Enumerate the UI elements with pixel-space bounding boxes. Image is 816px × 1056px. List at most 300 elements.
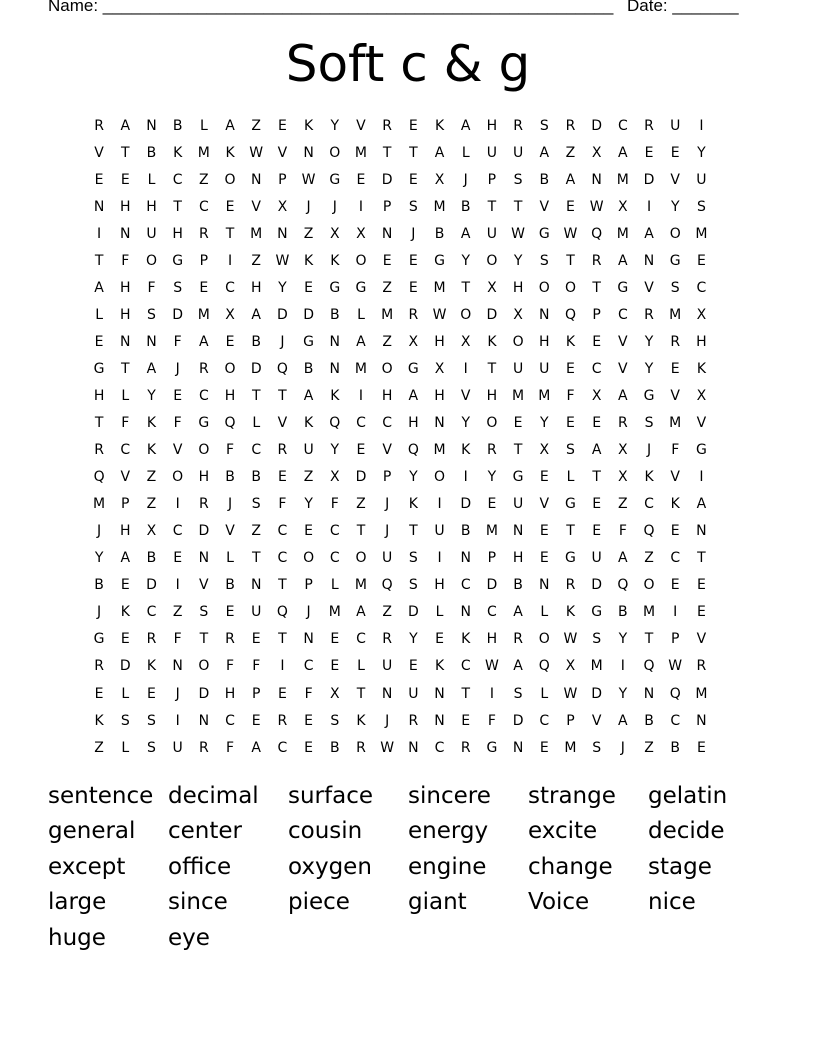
grid-letter: O	[512, 333, 524, 350]
grid-letter: A	[696, 496, 707, 513]
grid-letter: X	[565, 658, 576, 675]
grid-letter: H	[486, 631, 498, 648]
grid-letter: L	[121, 387, 130, 404]
grid-letter: H	[434, 333, 445, 350]
grid-letter: H	[120, 279, 131, 296]
word-list-item: since	[168, 889, 228, 916]
grid-letter: F	[618, 523, 627, 540]
grid-letter: E	[539, 739, 549, 756]
grid-letter: N	[460, 604, 471, 621]
grid-letter: Y	[644, 333, 654, 350]
grid-letter: Y	[461, 252, 470, 269]
word-list-item: office	[168, 853, 232, 880]
grid-letter: K	[146, 415, 157, 432]
grid-letter: F	[487, 712, 496, 729]
grid-letter: H	[120, 198, 131, 215]
grid-letter: K	[120, 604, 130, 621]
grid-letter: X	[434, 171, 445, 188]
grid-letter: H	[146, 198, 157, 215]
grid-letter: N	[303, 144, 314, 161]
grid-letter: W	[484, 658, 499, 675]
grid-letter: B	[303, 360, 314, 377]
grid-letter: T	[566, 252, 575, 269]
grid-letter: L	[121, 739, 130, 756]
grid-letter: S	[566, 442, 575, 459]
grid-letter: F	[173, 415, 182, 432]
grid-letter: H	[539, 333, 550, 350]
grid-letter: E	[382, 252, 392, 269]
grid-letter: L	[461, 144, 470, 161]
grid-letter: B	[146, 144, 157, 161]
grid-letter: C	[198, 387, 209, 404]
grid-letter: R	[198, 225, 209, 242]
grid-letter: I	[463, 360, 468, 377]
grid-letter: Y	[304, 496, 313, 513]
grid-letter: F	[278, 496, 287, 513]
grid-letter: Y	[487, 469, 497, 486]
grid-letter: R	[198, 739, 209, 756]
grid-letter: E	[120, 631, 130, 648]
grid-letter: R	[146, 631, 157, 648]
grid-letter: U	[512, 144, 524, 161]
word-list-item: sentence	[48, 782, 154, 809]
grid-letter: U	[382, 658, 393, 675]
grid-letter: A	[303, 387, 314, 404]
word-list-item: eye	[168, 924, 210, 951]
grid-letter: S	[539, 117, 549, 134]
word-list	[48, 778, 768, 956]
grid-letter: H	[120, 306, 131, 323]
grid-letter: G	[303, 333, 315, 350]
grid-letter: T	[487, 198, 497, 215]
grid-letter: S	[408, 550, 418, 567]
word-list-item: surface	[288, 782, 374, 809]
grid-letter: W	[249, 144, 264, 161]
grid-letter: X	[460, 333, 471, 350]
word-list-item: decide	[648, 818, 725, 845]
grid-letter: E	[592, 496, 602, 513]
grid-letter: E	[94, 171, 104, 188]
grid-letter: U	[696, 171, 707, 188]
word-list-item: engine	[408, 853, 487, 880]
grid-letter: B	[146, 550, 157, 567]
grid-letter: V	[618, 333, 628, 350]
word-list-item: cousin	[288, 818, 363, 845]
grid-letter: K	[330, 387, 340, 404]
grid-letter: F	[226, 442, 235, 459]
grid-letter: C	[434, 739, 445, 756]
grid-letter: N	[303, 631, 314, 648]
grid-letter: V	[670, 171, 680, 188]
grid-letter: G	[669, 252, 681, 269]
grid-letter: D	[277, 306, 288, 323]
grid-letter: E	[225, 333, 235, 350]
grid-letter: C	[172, 523, 183, 540]
grid-letter: K	[225, 144, 235, 161]
grid-letter: E	[592, 415, 602, 432]
grid-letter: C	[644, 496, 654, 513]
grid-letter: N	[277, 225, 288, 242]
grid-letter: O	[145, 252, 157, 269]
grid-letter: C	[329, 550, 340, 567]
grid-letter: K	[408, 496, 418, 513]
grid-letter: Y	[330, 117, 340, 134]
grid-letter: S	[251, 496, 261, 513]
grid-letter: S	[539, 252, 549, 269]
grid-letter: R	[565, 577, 576, 594]
grid-letter: A	[146, 360, 157, 377]
grid-letter: H	[434, 387, 445, 404]
grid-letter: K	[696, 360, 706, 377]
grid-letter: F	[121, 415, 130, 432]
grid-letter: F	[566, 387, 575, 404]
grid-letter: G	[591, 604, 603, 621]
word-list-item: sincere	[408, 782, 491, 809]
grid-letter: O	[224, 360, 236, 377]
grid-letter: Z	[251, 252, 262, 269]
grid-letter: A	[591, 442, 602, 459]
grid-letter: Q	[669, 685, 681, 702]
grid-letter: E	[670, 360, 680, 377]
grid-letter: E	[539, 523, 549, 540]
grid-letter: R	[382, 117, 393, 134]
grid-letter: X	[696, 387, 707, 404]
grid-letter: J	[385, 523, 390, 540]
grid-letter: G	[407, 360, 419, 377]
grid-letter: M	[250, 225, 263, 242]
grid-letter: I	[489, 685, 494, 702]
grid-letter: T	[94, 252, 104, 269]
grid-letter: A	[618, 387, 628, 404]
grid-letter: P	[304, 577, 313, 594]
grid-letter: R	[408, 712, 419, 729]
word-list-item: strange	[528, 782, 616, 809]
grid-letter: E	[670, 577, 680, 594]
grid-letter: T	[461, 685, 470, 702]
grid-letter: P	[199, 252, 209, 269]
grid-letter: T	[409, 144, 418, 161]
grid-letter: E	[696, 577, 706, 594]
grid-letter: N	[434, 685, 445, 702]
grid-letter: V	[539, 496, 550, 513]
grid-letter: T	[697, 550, 706, 567]
grid-letter: F	[226, 658, 235, 675]
grid-letter: C	[303, 658, 314, 675]
grid-letter: I	[673, 604, 678, 621]
grid-letter: C	[539, 712, 550, 729]
grid-letter: D	[486, 306, 498, 323]
grid-letter: R	[94, 658, 104, 675]
grid-letter: T	[356, 685, 366, 702]
grid-letter: T	[382, 144, 392, 161]
grid-letter: T	[199, 631, 209, 648]
grid-letter: D	[486, 577, 498, 594]
grid-letter: V	[696, 631, 707, 648]
grid-letter: O	[643, 577, 655, 594]
grid-letter: P	[278, 171, 287, 188]
word-list-item: gelatin	[648, 782, 728, 809]
grid-letter: Y	[670, 198, 680, 215]
grid-letter: T	[251, 387, 261, 404]
grid-letter: F	[173, 333, 182, 350]
grid-letter: T	[513, 442, 523, 459]
grid-letter: C	[120, 442, 131, 459]
grid-letter: T	[487, 360, 497, 377]
grid-letter: Z	[565, 144, 576, 161]
grid-letter: T	[513, 198, 523, 215]
grid-letter: T	[461, 279, 470, 296]
grid-letter: R	[644, 117, 654, 134]
grid-letter: T	[566, 523, 575, 540]
grid-letter: S	[513, 171, 523, 188]
grid-letter: O	[460, 306, 472, 323]
grid-letter: E	[513, 415, 523, 432]
grid-letter: A	[565, 171, 576, 188]
grid-letter: O	[564, 279, 576, 296]
grid-letter: J	[385, 496, 390, 513]
grid-letter: A	[408, 387, 419, 404]
grid-letter: O	[538, 279, 550, 296]
grid-letter: E	[120, 577, 130, 594]
grid-letter: T	[592, 469, 601, 486]
grid-letter: M	[93, 496, 106, 513]
grid-letter: K	[356, 712, 366, 729]
grid-letter: S	[513, 685, 523, 702]
grid-letter: T	[251, 550, 261, 567]
grid-letter: C	[277, 739, 288, 756]
word-list-item: general	[48, 818, 136, 845]
grid-letter: Z	[172, 604, 183, 621]
grid-letter: J	[175, 685, 180, 702]
grid-letter: C	[198, 198, 209, 215]
grid-letter: T	[121, 144, 130, 161]
grid-letter: R	[408, 306, 419, 323]
grid-letter: N	[643, 252, 655, 269]
grid-letter: Z	[644, 550, 654, 567]
grid-letter: M	[381, 306, 394, 323]
grid-letter: K	[146, 658, 157, 675]
grid-letter: W	[668, 658, 683, 675]
grid-letter: V	[382, 442, 392, 459]
grid-letter: G	[486, 739, 498, 756]
grid-letter: C	[382, 415, 393, 432]
grid-letter: M	[695, 225, 708, 242]
grid-letter: N	[539, 577, 550, 594]
grid-letter: I	[620, 658, 625, 675]
grid-letter: E	[225, 604, 235, 621]
grid-letter: A	[618, 252, 628, 269]
word-list-item: excite	[528, 818, 598, 845]
grid-letter: X	[696, 306, 707, 323]
grid-letter: E	[251, 712, 261, 729]
grid-letter: M	[354, 360, 368, 377]
grid-letter: U	[146, 225, 157, 242]
grid-letter: Y	[461, 415, 470, 432]
grid-letter: Q	[617, 577, 629, 594]
grid-letter: R	[356, 739, 366, 756]
grid-letter: E	[408, 279, 418, 296]
grid-letter: X	[513, 306, 523, 323]
grid-letter: N	[146, 117, 157, 134]
grid-letter: Y	[94, 550, 104, 567]
grid-letter: I	[358, 387, 364, 404]
grid-letter: K	[565, 604, 576, 621]
grid-letter: W	[301, 171, 316, 188]
grid-letter: X	[434, 360, 445, 377]
grid-letter: G	[172, 252, 184, 269]
grid-letter: W	[563, 685, 578, 702]
grid-letter: N	[93, 198, 105, 215]
grid-letter: U	[486, 144, 498, 161]
grid-letter: H	[250, 279, 262, 296]
grid-letter: V	[460, 387, 471, 404]
grid-letter: E	[435, 631, 444, 648]
word-list-item: except	[48, 853, 126, 880]
word-list-item: decimal	[168, 782, 259, 809]
word-list-item: giant	[408, 889, 467, 916]
grid-letter: X	[408, 333, 419, 350]
grid-letter: G	[565, 550, 576, 567]
grid-letter: L	[566, 469, 575, 486]
grid-letter: P	[251, 685, 261, 702]
grid-letter: R	[277, 712, 288, 729]
grid-letter: B	[94, 577, 104, 594]
grid-letter: V	[591, 712, 602, 729]
grid-letter: V	[539, 198, 550, 215]
grid-letter: O	[355, 550, 367, 567]
grid-letter: E	[173, 550, 183, 567]
date-field-line: Date: _______	[627, 0, 739, 15]
grid-letter: A	[199, 333, 209, 350]
grid-letter: W	[511, 225, 526, 242]
grid-letter: D	[303, 306, 314, 323]
grid-letter: J	[411, 225, 416, 242]
grid-letter: B	[225, 577, 235, 594]
grid-letter: K	[434, 117, 445, 134]
grid-letter: G	[329, 171, 341, 188]
grid-letter: C	[329, 523, 340, 540]
grid-letter: P	[670, 631, 680, 648]
grid-letter: L	[147, 171, 156, 188]
grid-letter: B	[539, 171, 550, 188]
grid-letter: D	[146, 577, 157, 594]
grid-letter: R	[460, 739, 471, 756]
grid-letter: V	[696, 415, 707, 432]
grid-letter: D	[512, 712, 524, 729]
grid-letter: Q	[381, 577, 393, 594]
grid-letter: A	[251, 306, 261, 323]
grid-letter: N	[381, 685, 393, 702]
grid-letter: B	[225, 469, 235, 486]
grid-letter: E	[356, 171, 366, 188]
grid-letter: G	[434, 252, 445, 269]
grid-letter: O	[486, 415, 498, 432]
grid-letter: N	[512, 523, 524, 540]
grid-letter: F	[330, 496, 339, 513]
grid-letter: M	[590, 658, 603, 675]
grid-letter: E	[566, 198, 575, 215]
grid-letter: D	[381, 171, 393, 188]
grid-letter: C	[670, 550, 681, 567]
grid-letter: N	[198, 712, 210, 729]
grid-letter: F	[671, 442, 680, 459]
grid-letter: M	[197, 144, 210, 161]
grid-letter: T	[278, 387, 287, 404]
grid-letter: A	[434, 144, 445, 161]
grid-letter: V	[225, 523, 235, 540]
grid-letter: I	[437, 496, 442, 513]
grid-letter: K	[487, 333, 497, 350]
grid-letter: N	[408, 739, 419, 756]
grid-letter: T	[94, 415, 104, 432]
grid-letter: X	[591, 387, 602, 404]
grid-letter: E	[644, 144, 654, 161]
grid-letter: K	[304, 117, 314, 134]
grid-letter: Z	[356, 496, 366, 513]
grid-letter: M	[354, 577, 368, 594]
grid-letter: I	[175, 712, 180, 729]
grid-letter: E	[539, 550, 549, 567]
grid-letter: S	[330, 712, 340, 729]
grid-letter: E	[592, 333, 602, 350]
grid-letter: Q	[93, 469, 105, 486]
word-list-item: stage	[648, 853, 712, 880]
grid-letter: G	[643, 387, 655, 404]
grid-letter: E	[173, 387, 183, 404]
grid-letter: B	[434, 225, 445, 242]
grid-letter: D	[407, 604, 419, 621]
grid-letter: D	[198, 523, 210, 540]
grid-letter: Q	[224, 415, 236, 432]
grid-letter: Y	[540, 415, 549, 432]
grid-letter: V	[356, 117, 366, 134]
grid-letter: Y	[147, 387, 156, 404]
grid-letter: C	[225, 712, 235, 729]
grid-letter: I	[699, 117, 704, 134]
grid-letter: S	[408, 577, 418, 594]
grid-letter: X	[329, 469, 340, 486]
grid-letter: D	[119, 658, 131, 675]
grid-letter: L	[121, 685, 130, 702]
grid-letter: J	[97, 523, 102, 540]
grid-letter: R	[513, 117, 523, 134]
grid-letter: E	[94, 333, 104, 350]
grid-letter: T	[409, 523, 418, 540]
grid-letter: L	[357, 658, 365, 675]
grid-letter: E	[408, 117, 418, 134]
grid-letter: C	[696, 279, 707, 296]
grid-letter: R	[487, 442, 497, 459]
grid-letter: B	[460, 523, 471, 540]
grid-letter: U	[512, 360, 524, 377]
grid-letter: S	[120, 712, 130, 729]
grid-letter: V	[277, 144, 288, 161]
grid-letter: R	[617, 415, 628, 432]
grid-letter: K	[644, 469, 654, 486]
grid-letter: Q	[643, 658, 655, 675]
grid-letter: D	[250, 360, 262, 377]
grid-letter: O	[224, 171, 236, 188]
grid-letter: N	[434, 415, 445, 432]
grid-letter: F	[173, 631, 182, 648]
grid-letter: E	[408, 252, 418, 269]
grid-letter: Y	[618, 631, 628, 648]
grid-letter: C	[356, 631, 366, 648]
grid-letter: V	[670, 469, 680, 486]
word-list-item: nice	[648, 889, 696, 916]
grid-letter: E	[566, 415, 575, 432]
grid-letter: S	[173, 279, 183, 296]
